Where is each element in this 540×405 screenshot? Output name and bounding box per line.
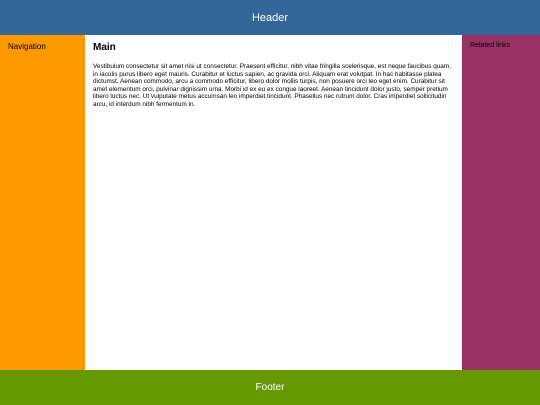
main-content [85,35,462,370]
related-links-title: Related links [470,42,511,49]
footer [0,370,540,405]
main-body-text: Vestibulum consectetur sit amet nisi ut consectetur. Praesent efficitur, nibh vitae fringilla scelerisque, est neque faucibus quam, in iaculis purus libero eget mauris. Curabitur et luctus sapien, ac gravida orci. Aliquam erat volutpat. In hac habitasse platea dictumst. Aenean commodo, arcu a commodo efficitur, libero dolor mollis turpis, non posuere orci leo eget enim. Curabitur sit amet elementum orci, pulvinar dignissim urna. Morbi id ex eu ex congue laoreet. Aenean tincidunt dolor justo, semper pretium libero luctus nec. Ut vulputate metus accumsan leo imperdiet tincidunt. Phasellus nec rutrum dolor. Cras imperdiet sollicitudin arcu, id interdum nibh fermentum in. [93,63,451,108]
main-heading: Main [93,42,116,53]
related-links-sidebar [462,35,540,370]
header [0,0,540,35]
navigation-title: Navigation [8,42,46,51]
navigation-sidebar [0,35,85,370]
header-title: Header [251,11,289,24]
footer-title: Footer [255,382,285,393]
